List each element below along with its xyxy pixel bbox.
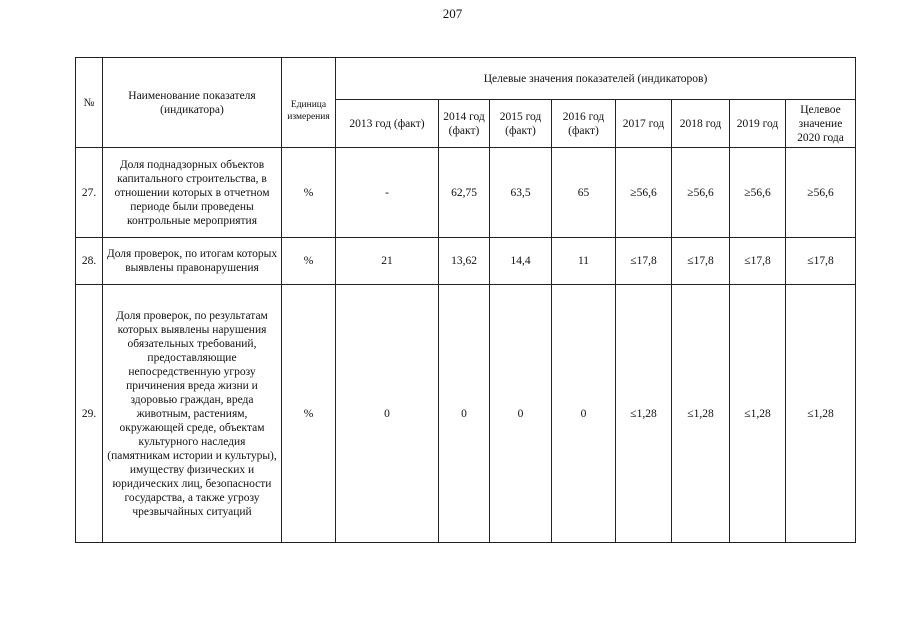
value-cell: ≥56,6 bbox=[730, 148, 786, 238]
header-year-2014: 2014 год (факт) bbox=[439, 100, 490, 148]
header-year-2017: 2017 год bbox=[616, 100, 672, 148]
value-cell: 11 bbox=[552, 238, 616, 285]
value-cell: 0 bbox=[439, 285, 490, 543]
value-cell: ≤1,28 bbox=[672, 285, 730, 543]
page-number: 207 bbox=[442, 6, 463, 21]
value-cell: 21 bbox=[336, 238, 439, 285]
header-target-2020: Целевое значение 2020 года bbox=[786, 100, 856, 148]
header-unit: Единица измерения bbox=[282, 58, 336, 148]
unit-cell: % bbox=[282, 285, 336, 543]
value-cell: ≤17,8 bbox=[616, 238, 672, 285]
value-cell: ≥56,6 bbox=[786, 148, 856, 238]
indicator-name: Доля проверок, по результатам которых выявлены нарушения обязательных требований, предоставляющие непосредственную угрозу причинения вреда жизни и здоровью граждан, вреда животным, растениям, окружающей среде, объектам культурного наследия (памятникам истории и культуры), имуществу физических и юридических лиц, безопасности государства, а также угрозу чрезвычайных ситуаций bbox=[103, 285, 282, 543]
indicators-table bbox=[75, 57, 856, 543]
unit-cell: % bbox=[282, 238, 336, 285]
value-cell: ≤1,28 bbox=[786, 285, 856, 543]
header-row-1 bbox=[76, 58, 856, 100]
header-year-2016: 2016 год (факт) bbox=[552, 100, 616, 148]
table-row bbox=[76, 148, 856, 238]
value-cell: ≤1,28 bbox=[730, 285, 786, 543]
value-cell: ≤1,28 bbox=[616, 285, 672, 543]
value-cell: ≤17,8 bbox=[672, 238, 730, 285]
value-cell: ≥56,6 bbox=[672, 148, 730, 238]
value-cell: 13,62 bbox=[439, 238, 490, 285]
row-number: 28. bbox=[76, 238, 103, 285]
value-cell: 0 bbox=[552, 285, 616, 543]
header-year-2015: 2015 год (факт) bbox=[490, 100, 552, 148]
header-target-values: Целевые значения показателей (индикаторов) bbox=[336, 58, 856, 100]
value-cell: 65 bbox=[552, 148, 616, 238]
value-cell: - bbox=[336, 148, 439, 238]
value-cell: ≥56,6 bbox=[616, 148, 672, 238]
row-number: 29. bbox=[76, 285, 103, 543]
unit-cell: % bbox=[282, 148, 336, 238]
header-year-2018: 2018 год bbox=[672, 100, 730, 148]
header-num: № bbox=[76, 58, 103, 148]
indicator-name: Доля поднадзорных объектов капитального строительства, в отношении которых в отчетном периоде были проведены контрольные мероприятия bbox=[103, 148, 282, 238]
value-cell: 63,5 bbox=[490, 148, 552, 238]
value-cell: 14,4 bbox=[490, 238, 552, 285]
value-cell: 0 bbox=[490, 285, 552, 543]
value-cell: ≤17,8 bbox=[730, 238, 786, 285]
header-name: Наименование показателя (индикатора) bbox=[103, 58, 282, 148]
indicator-name: Доля проверок, по итогам которых выявлены правонарушения bbox=[103, 238, 282, 285]
header-year-2019: 2019 год bbox=[730, 100, 786, 148]
value-cell: ≤17,8 bbox=[786, 238, 856, 285]
value-cell: 62,75 bbox=[439, 148, 490, 238]
table-row bbox=[76, 285, 856, 543]
value-cell: 0 bbox=[336, 285, 439, 543]
header-year-2013: 2013 год (факт) bbox=[336, 100, 439, 148]
row-number: 27. bbox=[76, 148, 103, 238]
table-row bbox=[76, 238, 856, 285]
